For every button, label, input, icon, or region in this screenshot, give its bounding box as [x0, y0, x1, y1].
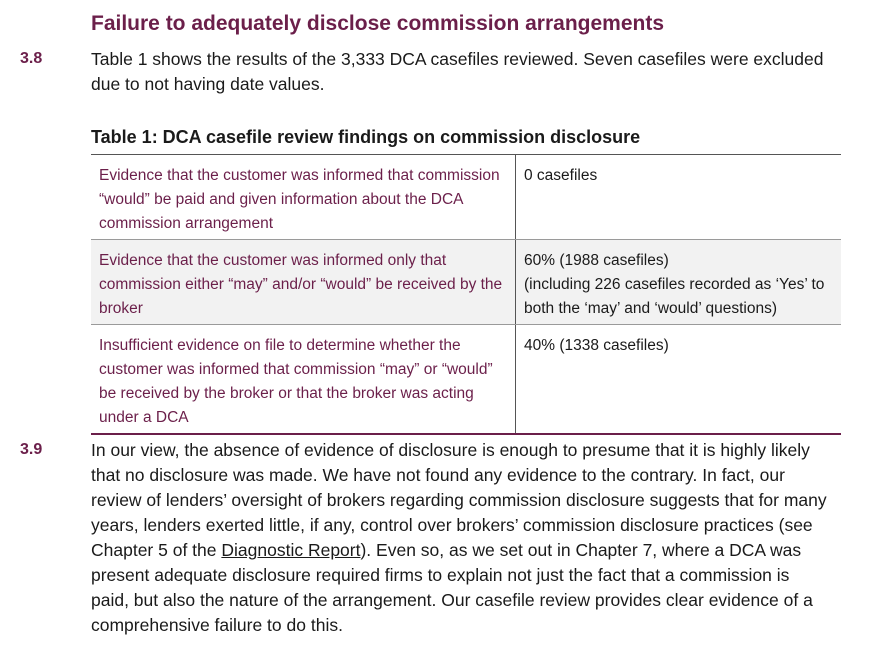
table-title: Table 1: DCA casefile review findings on commission disclosure [91, 127, 641, 147]
findings-table [91, 154, 841, 435]
row-label: Insufficient evidence on file to determine whether the customer was informed that commission “may” or “would” be received by the broker or that the broker was acting under a DCA [91, 325, 516, 435]
value-line: 40% (1338 casefiles) [524, 337, 669, 354]
table-row [91, 325, 841, 435]
paragraph-text: ). Even so, as we set out in Chapter 7, where a DCA was present adequate disclosure required firms to explain not just the fact that a commission is paid, but also the nature of the arrangement. Our casefile review provides clear evidence of a comprehensive failure to do this. [91, 540, 813, 635]
paragraph-3-9 [91, 438, 831, 638]
paragraph-number-3-8: 3.8 [20, 50, 43, 67]
row-value [516, 325, 842, 435]
row-value [516, 240, 842, 325]
diagnostic-report-link[interactable]: Diagnostic Report [221, 540, 361, 560]
value-line: 60% (1988 casefiles) [524, 252, 669, 269]
paragraph-3-8: Table 1 shows the results of the 3,333 DCA casefiles reviewed. Seven casefiles were excluded due to not having date values. [91, 49, 824, 94]
row-value [516, 155, 842, 240]
paragraph-text: In our view, the absence of evidence of disclosure is enough to presume that it is highly likely that no disclosure was made. We have not found any evidence to the contrary. In fact, our review of lenders’ oversight of brokers regarding commission disclosure suggests that for many years, lenders exerted little, if any, control over brokers’ commission disclosure practices (see Chapter 5 of the [91, 440, 827, 560]
value-line: (including 226 casefiles recorded as ‘Yes’ to both the ‘may’ and ‘would’ questions) [524, 276, 825, 317]
table-row [91, 155, 841, 240]
row-label: Evidence that the customer was informed only that commission either “may” and/or “would” be received by the broker [91, 240, 516, 325]
row-label: Evidence that the customer was informed that commission “would” be paid and given information about the DCA commission arrangement [91, 155, 516, 240]
section-heading: Failure to adequately disclose commission arrangements [91, 12, 665, 35]
paragraph-number-3-9: 3.9 [20, 441, 43, 458]
table-row [91, 240, 841, 325]
value-line: 0 casefiles [524, 167, 598, 184]
